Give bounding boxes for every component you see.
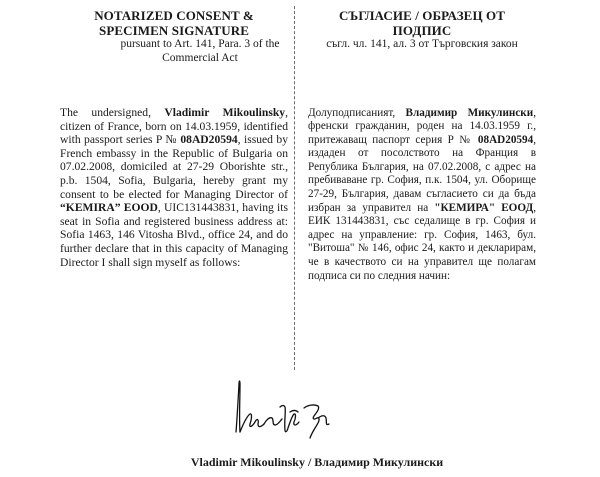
english-subtitle-line2: Commercial Act (162, 51, 238, 64)
english-after-name: , citizen of France, born on 14.03.1959, identified with passport series P № (60, 106, 289, 147)
english-title-line2: SPECIMEN SIGNATURE (99, 23, 249, 38)
english-column (60, 8, 288, 269)
bulgarian-name: Владимир Микулински (405, 106, 534, 119)
bulgarian-subtitle: съгл. чл. 141, ал. 3 от Търговския закон (326, 38, 518, 50)
english-intro: The undersigned, (60, 106, 165, 119)
bulgarian-title-line1: СЪГЛАСИЕ / ОБРАЗЕЦ ОТ (338, 8, 505, 23)
bulgarian-passport: 08AD20594 (477, 133, 534, 146)
bulgarian-title (308, 8, 536, 38)
english-passport: 08AD20594 (180, 133, 238, 147)
bulgarian-after-name: , френски гражданин, роден на 14.03.1959 г., притежаващ паспорт серия Р № (308, 106, 536, 146)
english-subtitle-line1: pursuant to Art. 141, Para. 3 of the (120, 38, 280, 50)
signature-scribble (230, 372, 350, 442)
english-after-company: , UIC131443831, having its seat in Sofia and registered business address at: Sofia 1463, 146 Vitosha Blvd., office 24, and do further declare that in this capacity of Managing Director I shall sign myself as follows: (60, 201, 288, 269)
english-body (60, 106, 288, 269)
bulgarian-intro: Долуподписаният, (308, 106, 406, 119)
english-name: Vladimir Mikoulinsky (164, 106, 286, 119)
column-divider (294, 6, 295, 370)
signer-name-bg: Владимир Микулински (314, 455, 444, 469)
english-title (60, 8, 288, 38)
english-company: “KEMIRA” EOOD (60, 201, 158, 215)
bulgarian-after-company: , ЕИК 131443831, със седалище в гр. София и адрес на управление: гр. София, 1463, бул. "Витоша" № 146, офис 24, както и декларирам, че в качеството си на управител ще полагам подписа си по следния начин: (308, 201, 536, 282)
english-title-line1: NOTARIZED CONSENT & (94, 8, 254, 23)
signer-name-en: Vladimir Mikoulinsky (190, 455, 305, 469)
bulgarian-title-line2: ПОДПИС (392, 23, 452, 38)
signer-name-line (0, 455, 600, 469)
bulgarian-column (308, 8, 536, 283)
english-subtitle (60, 38, 288, 65)
bulgarian-company: "КЕМИРА" ЕООД (434, 201, 534, 214)
handwritten-signature (230, 372, 350, 442)
english-after-passport: , issued by French embassy in the Republic of Bulgaria on 07.02.2008, domiciled at 27-29 Oborishte str., p.b. 1504, Sofia, Bulgaria, hereby grant my consent to be elected for Managing Director of (60, 133, 288, 201)
bulgarian-after-passport: , издаден от посолството на Франция в Република България, на 07.02.2008, с адрес на пребиваване гр. София, п.к. 1504, ул. Оборище 27-29, България, давам съгласието си да бъда избран за управител на (308, 133, 536, 214)
bulgarian-body (308, 107, 536, 284)
signer-separator: / (304, 455, 315, 469)
